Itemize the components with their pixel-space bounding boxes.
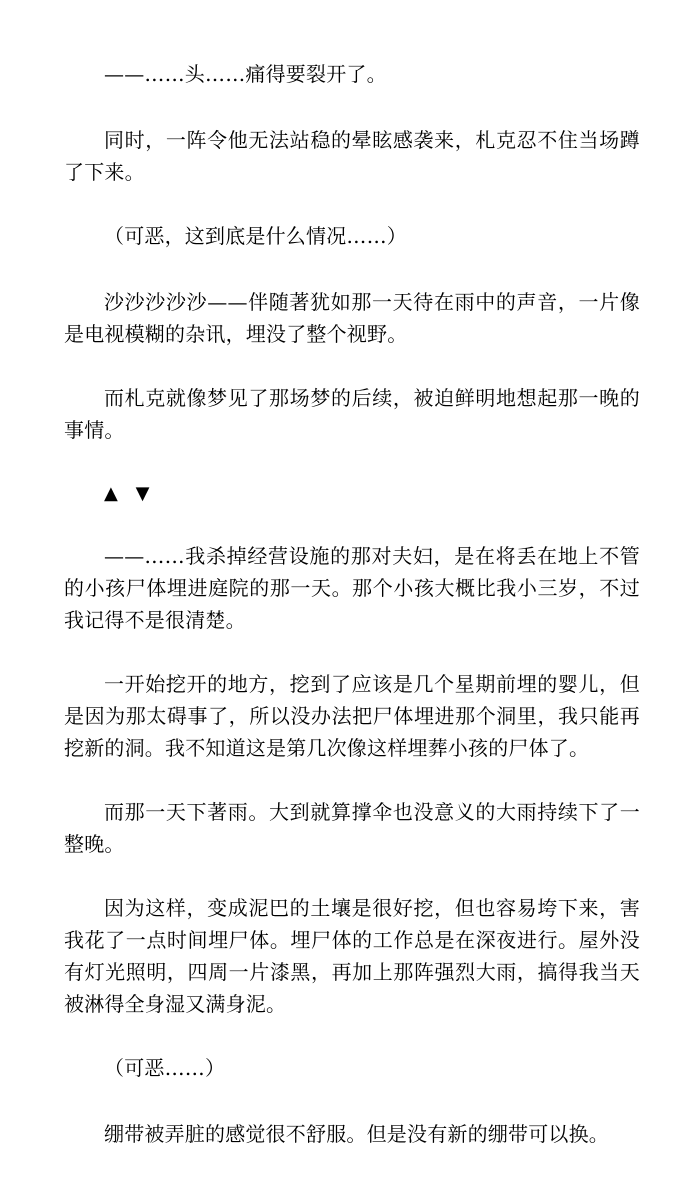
paragraph-8: 而那一天下著雨。大到就算撑伞也没意义的大雨持续下了一整晚。	[64, 800, 640, 856]
paragraph-1: ——……头……痛得要裂开了。	[104, 62, 387, 86]
paragraph-5: 而札克就像梦见了那场梦的后续，被迫鲜明地想起那一晚的事情。	[64, 386, 640, 442]
paragraph-3: （可恶，这到底是什么情况……）	[104, 224, 407, 248]
paragraph-11: 绷带被弄脏的感觉很不舒服。但是没有新的绷带可以换。	[104, 1122, 609, 1146]
paragraph-4: 沙沙沙沙沙——伴随著犹如那一天待在雨中的声音，一片像是电视模糊的杂讯，埋没了整个视野。	[64, 290, 640, 346]
paragraph-10: （可恶……）	[104, 1056, 226, 1080]
paragraph-7: 一开始挖开的地方，挖到了应该是几个星期前埋的婴儿，但是因为那太碍事了，所以没办法把尸体埋进那个洞里，我只能再挖新的洞。我不知道这是第几次像这样埋葬小孩的尸体了。	[64, 672, 640, 760]
document-page	[64, 58, 640, 1182]
paragraph-2: 同时，一阵令他无法站稳的晕眩感袭来，札克忍不住当场蹲了下来。	[64, 128, 640, 184]
paragraph-6: ——……我杀掉经营设施的那对夫妇，是在将丢在地上不管的小孩尸体埋进庭院的那一天。那个小孩大概比我小三岁，不过我记得不是很清楚。	[64, 544, 640, 632]
paragraph-9: 因为这样，变成泥巴的土壤是很好挖，但也容易垮下来，害我花了一点时间埋尸体。埋尸体的工作总是在深夜进行。屋外没有灯光照明，四周一片漆黑，再加上那阵强烈大雨，搞得我当天被淋得全身湿又满身泥。	[64, 896, 640, 1016]
scene-break-marker: ▲ ▼	[104, 483, 156, 504]
